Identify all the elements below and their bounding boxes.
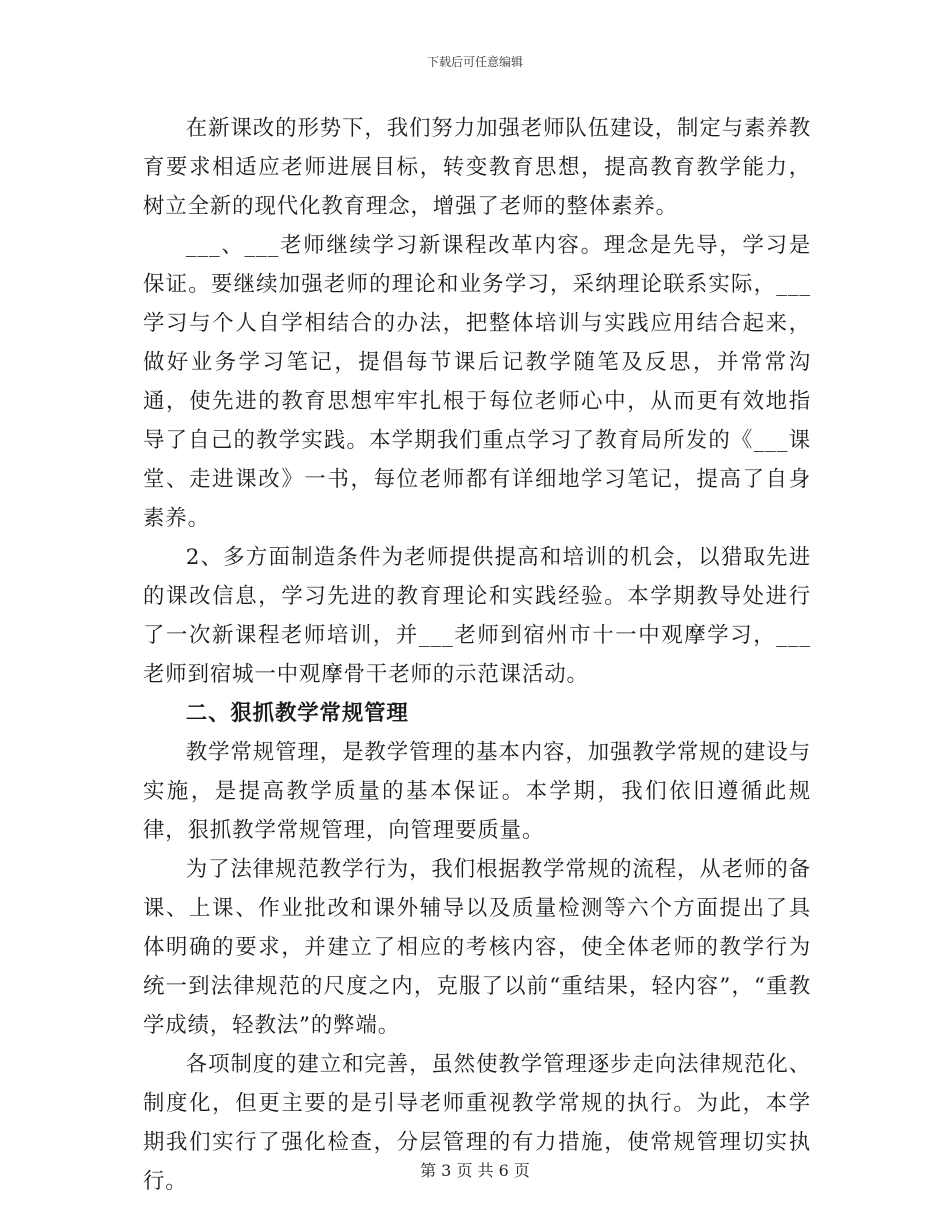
page-header-note: 下载后可任意编辑 xyxy=(426,55,523,69)
section-heading-routine-management: 二、狠抓教学常规管理 xyxy=(185,701,409,726)
paragraph-standardized-teaching: 为了法律规范教学行为，我们根据教学常规的流程，从老师的备课、上课、作业批改和课外辅导以及质量检测等六个方面提出了具体明确的要求，并建立了相应的考核内容，使全体老师的教学行为统一到法律规范的尺度之内，克服了以前“重结果，轻内容”，“重教学成绩，轻教法”的弊端。 xyxy=(143,857,811,1038)
paragraph-training-opportunities: 2、多方面制造条件为老师提供提高和培训的机会，以猎取先进的课改信息，学习先进的教育理论和实践经验。本学期教导处进行了一次新课程老师培训，并___老师到宿州市十一中观摩学习，___老师到宿城一中观摩骨干老师的示范课活动。 xyxy=(143,545,811,687)
paragraph-system-execution: 各项制度的建立和完善，虽然使教学管理逐步走向法律规范化、制度化，但更主要的是引导老师重视教学常规的执行。为此，本学期我们实行了强化检查，分层管理的有力措施，使常规管理切实执行。 xyxy=(143,1052,811,1194)
document-body xyxy=(143,109,811,1201)
paragraph-teacher-team-building: 在新课改的形势下，我们努力加强老师队伍建设，制定与素养教育要求相适应老师进展目标，转变教育思想，提高教育教学能力，树立全新的现代化教育理念，增强了老师的整体素养。 xyxy=(143,116,811,219)
paragraph-routine-management-intro: 教学常规管理，是教学管理的基本内容，加强教学常规的建设与实施，是提高教学质量的基本保证。本学期，我们依旧遵循此规律，狠抓教学常规管理，向管理要质量。 xyxy=(143,740,811,843)
page-number: 第 3 页 共 6 页 xyxy=(420,1161,530,1180)
paragraph-continuing-study: ___、___老师继续学习新课程改革内容。理念是先导，学习是保证。要继续加强老师的理论和业务学习，采纳理论联系实际，___学习与个人自学相结合的办法，把整体培训与实践应用结合起来，做好业务学习笔记，提倡每节课后记教学随笔及反思，并常常沟通，使先进的教育思想牢牢扎根于每位老师心中，从而更有效地指导了自己的教学实践。本学期我们重点学习了教育局所发的《___课堂、走进课改》一书，每位老师都有详细地学习笔记，提高了自身素养。 xyxy=(143,233,811,531)
